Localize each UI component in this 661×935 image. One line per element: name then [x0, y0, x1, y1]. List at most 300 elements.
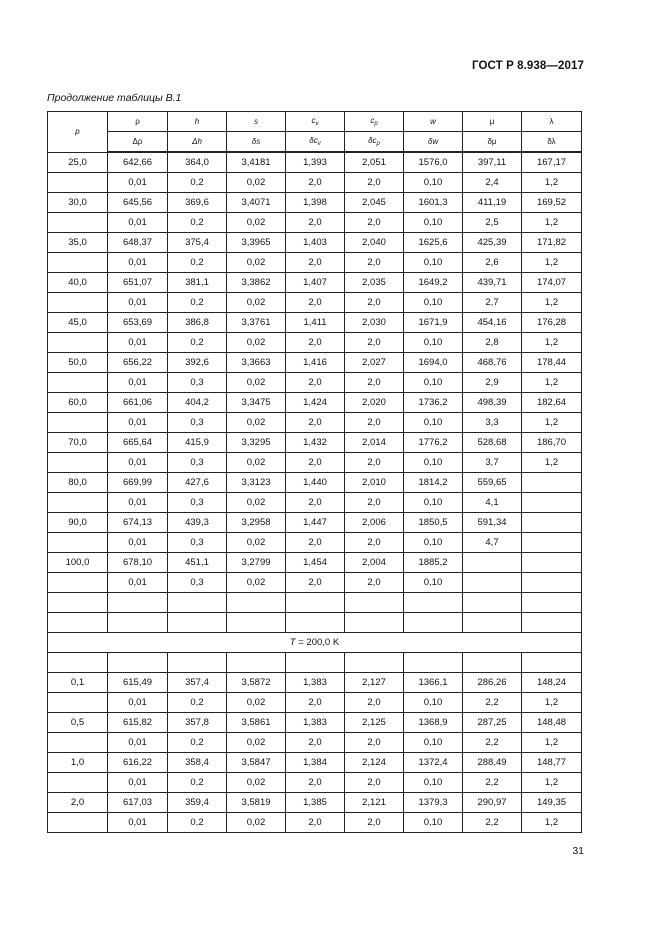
- table-cell: 528,68: [463, 433, 522, 453]
- table-cell: 0,10: [404, 693, 463, 713]
- table-body-1: [48, 152, 582, 633]
- table-cell: 1850,5: [404, 513, 463, 533]
- table-cell: 0,10: [404, 493, 463, 513]
- table-cell: 0,02: [227, 493, 286, 513]
- table-cell: 364,0: [168, 152, 227, 173]
- table-cell: 0,2: [168, 213, 227, 233]
- table-row: [48, 453, 582, 473]
- section-label: T = 200,0 K: [48, 633, 582, 653]
- table-cell: [463, 653, 522, 673]
- table-cell: 0,01: [108, 813, 168, 833]
- table-cell: 2,051: [345, 152, 404, 173]
- table-cell: [345, 653, 404, 673]
- table-cell: [48, 813, 108, 833]
- table-row: [48, 773, 582, 793]
- table-cell: 3,7: [463, 453, 522, 473]
- table-cell: 0,2: [168, 773, 227, 793]
- table-cell: 1,383: [286, 673, 345, 693]
- table-cell: 0,01: [108, 493, 168, 513]
- table-cell: 45,0: [48, 313, 108, 333]
- table-cell: 2,0: [345, 573, 404, 593]
- table-cell: [463, 593, 522, 613]
- table-cell: [522, 573, 582, 593]
- table-cell: [227, 613, 286, 633]
- table-cell: 2,6: [463, 253, 522, 273]
- table-cell: [463, 613, 522, 633]
- table-cell: 176,28: [522, 313, 582, 333]
- table-row: [48, 513, 582, 533]
- table-row: [48, 273, 582, 293]
- table-cell: 3,3663: [227, 353, 286, 373]
- table-cell: 1,398: [286, 193, 345, 213]
- table-cell: [522, 613, 582, 633]
- table-cell: 0,01: [108, 293, 168, 313]
- table-cell: 2,0: [286, 213, 345, 233]
- table-cell: 591,34: [463, 513, 522, 533]
- table-cell: 0,2: [168, 693, 227, 713]
- col-header-cp: $c_p$: [345, 112, 404, 132]
- table-cell: 3,3475: [227, 393, 286, 413]
- table-cell: 375,4: [168, 233, 227, 253]
- table-cell: 40,0: [48, 273, 108, 293]
- table-row: [48, 373, 582, 393]
- table-row: [48, 393, 582, 413]
- table-body-2: [48, 653, 582, 833]
- table-cell: 149,35: [522, 793, 582, 813]
- table-cell: 3,3123: [227, 473, 286, 493]
- table-cell: 2,040: [345, 233, 404, 253]
- table-cell: 454,16: [463, 313, 522, 333]
- table-row: [48, 733, 582, 753]
- table-cell: 2,0: [345, 733, 404, 753]
- table-cell: 0,01: [108, 213, 168, 233]
- table-cell: 0,10: [404, 293, 463, 313]
- table-cell: 25,0: [48, 152, 108, 173]
- table-cell: 439,3: [168, 513, 227, 533]
- table-row: [48, 313, 582, 333]
- table-cell: 1814,2: [404, 473, 463, 493]
- table-cell: 1,385: [286, 793, 345, 813]
- data-table: [47, 111, 582, 833]
- table-cell: 90,0: [48, 513, 108, 533]
- table-cell: [48, 213, 108, 233]
- table-cell: 182,64: [522, 393, 582, 413]
- table-cell: 559,65: [463, 473, 522, 493]
- table-cell: 2,035: [345, 273, 404, 293]
- table-cell: [522, 533, 582, 553]
- table-cell: 60,0: [48, 393, 108, 413]
- table-cell: 4,1: [463, 493, 522, 513]
- table-cell: 2,4: [463, 173, 522, 193]
- table-cell: 0,10: [404, 733, 463, 753]
- table-row: [48, 653, 582, 673]
- table-cell: [48, 733, 108, 753]
- table-cell: 2,0: [345, 453, 404, 473]
- table-cell: 2,127: [345, 673, 404, 693]
- col-header-d-cv: $\delta c_v$: [286, 132, 345, 153]
- table-cell: 2,0: [286, 453, 345, 473]
- table-cell: 381,1: [168, 273, 227, 293]
- table-cell: 1,424: [286, 393, 345, 413]
- table-cell: 651,07: [108, 273, 168, 293]
- table-cell: 2,027: [345, 353, 404, 373]
- table-cell: 2,2: [463, 773, 522, 793]
- table-cell: 1694,0: [404, 353, 463, 373]
- table-cell: 0,10: [404, 333, 463, 353]
- table-cell: 3,3761: [227, 313, 286, 333]
- table-cell: [108, 613, 168, 633]
- table-cell: 0,10: [404, 573, 463, 593]
- table-cell: 615,82: [108, 713, 168, 733]
- table-cell: 0,2: [168, 253, 227, 273]
- table-cell: [48, 573, 108, 593]
- table-cell: 1601,3: [404, 193, 463, 213]
- table-cell: 0,10: [404, 813, 463, 833]
- table-cell: 0,3: [168, 533, 227, 553]
- col-header-mu: μ: [463, 112, 522, 132]
- table-cell: 178,44: [522, 353, 582, 373]
- table-cell: [108, 653, 168, 673]
- table-cell: 653,69: [108, 313, 168, 333]
- table-cell: 3,5861: [227, 713, 286, 733]
- table-cell: 678,10: [108, 553, 168, 573]
- table-cell: 0,01: [108, 333, 168, 353]
- table-cell: 1,384: [286, 753, 345, 773]
- table-row: [48, 493, 582, 513]
- table-cell: 2,9: [463, 373, 522, 393]
- table-cell: 1,2: [522, 413, 582, 433]
- table-cell: 4,7: [463, 533, 522, 553]
- table-cell: 2,0: [286, 773, 345, 793]
- table-cell: 498,39: [463, 393, 522, 413]
- table-cell: 286,26: [463, 673, 522, 693]
- table-cell: 1,2: [522, 333, 582, 353]
- col-header-d-w: δw: [404, 132, 463, 153]
- table-cell: [522, 653, 582, 673]
- table-cell: 100,0: [48, 553, 108, 573]
- table-cell: 2,2: [463, 693, 522, 713]
- table-cell: 0,3: [168, 573, 227, 593]
- standard-designation: ГОСТ Р 8.938—2017: [472, 60, 584, 72]
- table-cell: 439,71: [463, 273, 522, 293]
- table-cell: 2,0: [345, 533, 404, 553]
- table-cell: 1,447: [286, 513, 345, 533]
- table-cell: 1671,9: [404, 313, 463, 333]
- table-cell: 171,82: [522, 233, 582, 253]
- table-cell: 2,2: [463, 813, 522, 833]
- page-number: 31: [572, 845, 584, 857]
- table-cell: 1,416: [286, 353, 345, 373]
- table-cell: 0,02: [227, 693, 286, 713]
- table-cell: 1736,2: [404, 393, 463, 413]
- table-cell: 0,1: [48, 673, 108, 693]
- table-cell: 2,0: [345, 693, 404, 713]
- table-cell: 1,2: [522, 693, 582, 713]
- table-row: [48, 553, 582, 573]
- table-cell: 0,2: [168, 733, 227, 753]
- table-row: [48, 793, 582, 813]
- table-cell: 2,0: [345, 813, 404, 833]
- table-cell: 0,02: [227, 813, 286, 833]
- table-row: [48, 713, 582, 733]
- table-cell: 0,02: [227, 453, 286, 473]
- table-row: [48, 253, 582, 273]
- table-cell: [286, 593, 345, 613]
- table-cell: 3,4181: [227, 152, 286, 173]
- table-cell: 1,2: [522, 173, 582, 193]
- table-cell: 0,2: [168, 813, 227, 833]
- col-header-d-mu: δμ: [463, 132, 522, 153]
- table-cell: 2,124: [345, 753, 404, 773]
- table-cell: [227, 593, 286, 613]
- table-cell: 3,5819: [227, 793, 286, 813]
- table-cell: 80,0: [48, 473, 108, 493]
- col-header-d-h: Δh: [168, 132, 227, 153]
- table-cell: 0,3: [168, 453, 227, 473]
- table-cell: 0,01: [108, 413, 168, 433]
- table-cell: 167,17: [522, 152, 582, 173]
- col-header-s: s: [227, 112, 286, 132]
- table-cell: 2,0: [286, 333, 345, 353]
- table-cell: 404,2: [168, 393, 227, 413]
- table-cell: 2,0: [286, 813, 345, 833]
- table-row: [48, 193, 582, 213]
- table-cell: 425,39: [463, 233, 522, 253]
- table-cell: 0,02: [227, 173, 286, 193]
- table-cell: 0,10: [404, 253, 463, 273]
- table-cell: 617,03: [108, 793, 168, 813]
- table-cell: 2,5: [463, 213, 522, 233]
- table-row: [48, 573, 582, 593]
- table-cell: 0,2: [168, 293, 227, 313]
- table-cell: 1,407: [286, 273, 345, 293]
- table-cell: 0,02: [227, 293, 286, 313]
- table-cell: 0,3: [168, 373, 227, 393]
- col-header-d-lambda: δλ: [522, 132, 582, 153]
- table-cell: 1,411: [286, 313, 345, 333]
- col-header-d-s: δs: [227, 132, 286, 153]
- table-cell: 2,8: [463, 333, 522, 353]
- table-cell: 451,1: [168, 553, 227, 573]
- table-row: [48, 753, 582, 773]
- table-cell: [48, 413, 108, 433]
- table-cell: 3,5872: [227, 673, 286, 693]
- table-cell: 3,4071: [227, 193, 286, 213]
- table-cell: [522, 473, 582, 493]
- table-cell: 3,3862: [227, 273, 286, 293]
- table-cell: 2,0: [286, 413, 345, 433]
- table-cell: [286, 653, 345, 673]
- table-cell: 70,0: [48, 433, 108, 453]
- table-cell: 1,440: [286, 473, 345, 493]
- table-cell: 0,02: [227, 253, 286, 273]
- table-cell: [286, 613, 345, 633]
- table-cell: 357,4: [168, 673, 227, 693]
- table-cell: 616,22: [108, 753, 168, 773]
- table-cell: 1576,0: [404, 152, 463, 173]
- table-cell: [48, 373, 108, 393]
- table-cell: 1,2: [522, 453, 582, 473]
- table-cell: [522, 593, 582, 613]
- table-cell: 0,01: [108, 373, 168, 393]
- table-cell: [404, 653, 463, 673]
- table-cell: 169,52: [522, 193, 582, 213]
- table-row: [48, 333, 582, 353]
- table-caption: Продолжение таблицы В.1: [47, 92, 182, 104]
- table-cell: 0,02: [227, 733, 286, 753]
- table-cell: 2,0: [286, 573, 345, 593]
- table-cell: 0,3: [168, 493, 227, 513]
- table-cell: [48, 493, 108, 513]
- table-row: [48, 613, 582, 633]
- table-cell: 2,0: [345, 173, 404, 193]
- table-cell: 0,10: [404, 773, 463, 793]
- table-cell: 2,0: [345, 373, 404, 393]
- table-row: [48, 213, 582, 233]
- table-cell: [48, 653, 108, 673]
- table-cell: 148,48: [522, 713, 582, 733]
- table-cell: 2,2: [463, 733, 522, 753]
- table-row: [48, 813, 582, 833]
- col-header-d-cp: $\delta c_p$: [345, 132, 404, 153]
- table-cell: [227, 653, 286, 673]
- table-cell: 1,2: [522, 373, 582, 393]
- table-cell: 50,0: [48, 353, 108, 373]
- table-cell: 1,0: [48, 753, 108, 773]
- table-cell: 0,10: [404, 213, 463, 233]
- table-cell: 1625,6: [404, 233, 463, 253]
- table-cell: 397,11: [463, 152, 522, 173]
- table-cell: 0,01: [108, 693, 168, 713]
- table-cell: 645,56: [108, 193, 168, 213]
- table-cell: 3,3295: [227, 433, 286, 453]
- col-header-lambda: λ: [522, 112, 582, 132]
- table-cell: 2,0: [345, 293, 404, 313]
- table-cell: 35,0: [48, 233, 108, 253]
- table-cell: 2,125: [345, 713, 404, 733]
- table-cell: 615,49: [108, 673, 168, 693]
- table-cell: [48, 773, 108, 793]
- table-cell: 2,004: [345, 553, 404, 573]
- table-cell: 2,7: [463, 293, 522, 313]
- table-cell: 1,2: [522, 773, 582, 793]
- table-cell: 1,2: [522, 253, 582, 273]
- table-cell: [168, 613, 227, 633]
- table-cell: 1,393: [286, 152, 345, 173]
- table-cell: 2,0: [286, 533, 345, 553]
- table-cell: 2,020: [345, 393, 404, 413]
- table-cell: 288,49: [463, 753, 522, 773]
- table-cell: [48, 693, 108, 713]
- table-cell: 3,5847: [227, 753, 286, 773]
- table-cell: 1,403: [286, 233, 345, 253]
- table-cell: 2,014: [345, 433, 404, 453]
- table-cell: 3,2799: [227, 553, 286, 573]
- table-cell: 186,70: [522, 433, 582, 453]
- table-cell: 30,0: [48, 193, 108, 213]
- table-row: [48, 413, 582, 433]
- table-cell: 369,6: [168, 193, 227, 213]
- table-cell: [48, 293, 108, 313]
- table-row: [48, 233, 582, 253]
- table-cell: 287,25: [463, 713, 522, 733]
- col-header-h: h: [168, 112, 227, 132]
- table-cell: [108, 593, 168, 613]
- table-cell: 0,3: [168, 413, 227, 433]
- table-cell: 648,37: [108, 233, 168, 253]
- table-cell: 1,2: [522, 733, 582, 753]
- col-header-d-rho: Δρ: [108, 132, 168, 153]
- table-cell: 0,01: [108, 533, 168, 553]
- table-cell: [345, 593, 404, 613]
- table-cell: 2,045: [345, 193, 404, 213]
- table-cell: [48, 613, 108, 633]
- table-cell: 359,4: [168, 793, 227, 813]
- table-row: [48, 473, 582, 493]
- table-row: [48, 533, 582, 553]
- col-header-w: w: [404, 112, 463, 132]
- section-row: [48, 633, 582, 653]
- table-cell: 1379,3: [404, 793, 463, 813]
- table-cell: 665,64: [108, 433, 168, 453]
- table-cell: 2,0: [286, 693, 345, 713]
- table-cell: 3,3965: [227, 233, 286, 253]
- table-cell: 2,0: [286, 733, 345, 753]
- table-cell: 642,66: [108, 152, 168, 173]
- table-cell: 2,0: [286, 493, 345, 513]
- table-cell: 0,01: [108, 733, 168, 753]
- table-cell: [168, 653, 227, 673]
- table-row: [48, 693, 582, 713]
- table-cell: 411,19: [463, 193, 522, 213]
- table-cell: 1366,1: [404, 673, 463, 693]
- table-cell: 0,02: [227, 373, 286, 393]
- table-cell: 1372,4: [404, 753, 463, 773]
- table-cell: 386,8: [168, 313, 227, 333]
- table-cell: 661,06: [108, 393, 168, 413]
- table-cell: 2,030: [345, 313, 404, 333]
- table-cell: 2,0: [48, 793, 108, 813]
- table-cell: 357,8: [168, 713, 227, 733]
- table-cell: 2,0: [345, 493, 404, 513]
- table-cell: 3,3: [463, 413, 522, 433]
- table-cell: 3,2958: [227, 513, 286, 533]
- table-cell: 0,01: [108, 573, 168, 593]
- table-cell: 1776,2: [404, 433, 463, 453]
- table-cell: 1,2: [522, 213, 582, 233]
- table-cell: 1,2: [522, 813, 582, 833]
- table-cell: 0,02: [227, 773, 286, 793]
- table-cell: 290,97: [463, 793, 522, 813]
- table-cell: 0,01: [108, 453, 168, 473]
- table-cell: 1885,2: [404, 553, 463, 573]
- table-cell: 148,77: [522, 753, 582, 773]
- table-row: [48, 152, 582, 173]
- table-cell: 674,13: [108, 513, 168, 533]
- table-cell: 2,006: [345, 513, 404, 533]
- table-cell: 174,07: [522, 273, 582, 293]
- table-cell: 0,10: [404, 453, 463, 473]
- table-cell: 0,02: [227, 333, 286, 353]
- table-cell: 0,01: [108, 773, 168, 793]
- table-cell: 0,10: [404, 413, 463, 433]
- table-cell: 2,0: [345, 413, 404, 433]
- table-cell: 0,10: [404, 173, 463, 193]
- table-cell: 2,0: [345, 333, 404, 353]
- table-cell: [463, 573, 522, 593]
- table-cell: 0,02: [227, 213, 286, 233]
- table-row: [48, 293, 582, 313]
